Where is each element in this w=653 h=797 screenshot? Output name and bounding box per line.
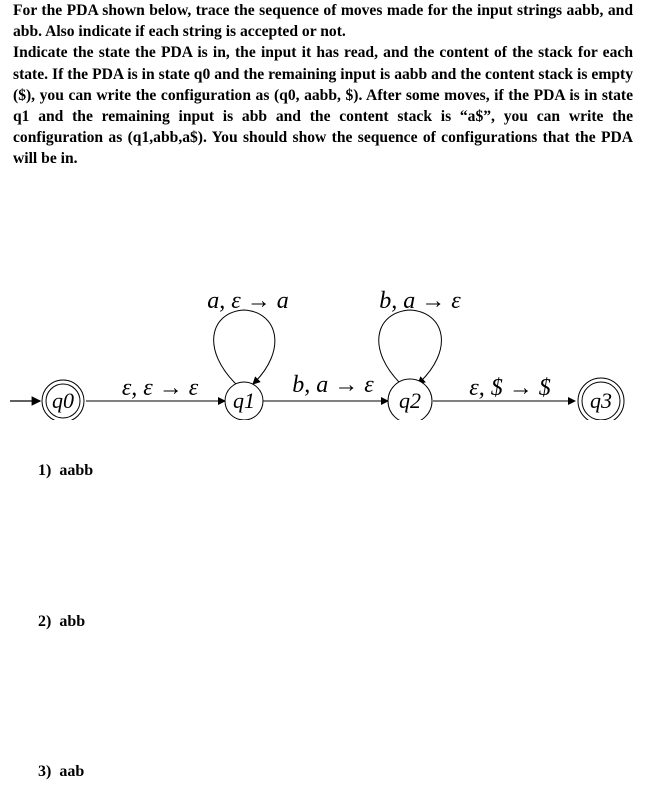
state-q1-label: q1	[233, 388, 255, 413]
state-q3-label: q3	[590, 388, 612, 413]
pda-state-diagram	[0, 270, 653, 420]
self-loop-q1	[214, 310, 275, 386]
transition-label-q1-loop: a, ε → a	[207, 288, 289, 314]
instruction-paragraph-2: Indicate the state the PDA is in, the input it has read, and the content of the stack for each state. If the PDA is in state q0 and the remaining input is aabb and the content stack is empty ($), you can write the configuration as (q0, aabb, $). After some moves, if the PDA is in state q1 and the remaining input is abb and the content stack is “a$”, you can write the configuration as (q1,abb,a$). You should show the sequence of configurations that the PDA will be in.	[13, 44, 633, 168]
instruction-paragraph-1: For the PDA shown below, trace the sequence of moves made for the input strings aabb, and abb. Also indicate if each string is accepted or not.	[13, 2, 633, 41]
question-3-number: 3)	[38, 763, 52, 780]
transition-label-q1-q2: b, a → ε	[292, 372, 374, 398]
self-loop-q2	[379, 310, 442, 386]
state-q0	[42, 380, 84, 420]
state-q2-label: q2	[399, 388, 421, 413]
state-q0-label: q0	[52, 388, 74, 413]
problem-statement	[13, 0, 633, 170]
question-1-number: 1)	[38, 462, 52, 479]
transition-label-q2-loop: b, a → ε	[379, 288, 461, 314]
question-1-string: aabb	[59, 462, 94, 479]
question-3-string: aab	[59, 763, 85, 780]
transition-label-q0-q1: ε, ε → ε	[121, 375, 199, 401]
question-3	[38, 763, 84, 781]
question-2	[38, 613, 85, 631]
state-q1	[225, 382, 263, 420]
question-2-number: 2)	[38, 613, 52, 630]
state-q3	[578, 378, 624, 420]
question-1	[38, 462, 93, 480]
transition-label-q2-q3: ε, $ → $	[469, 375, 551, 401]
state-q2	[388, 379, 432, 420]
question-2-string: abb	[59, 613, 86, 630]
